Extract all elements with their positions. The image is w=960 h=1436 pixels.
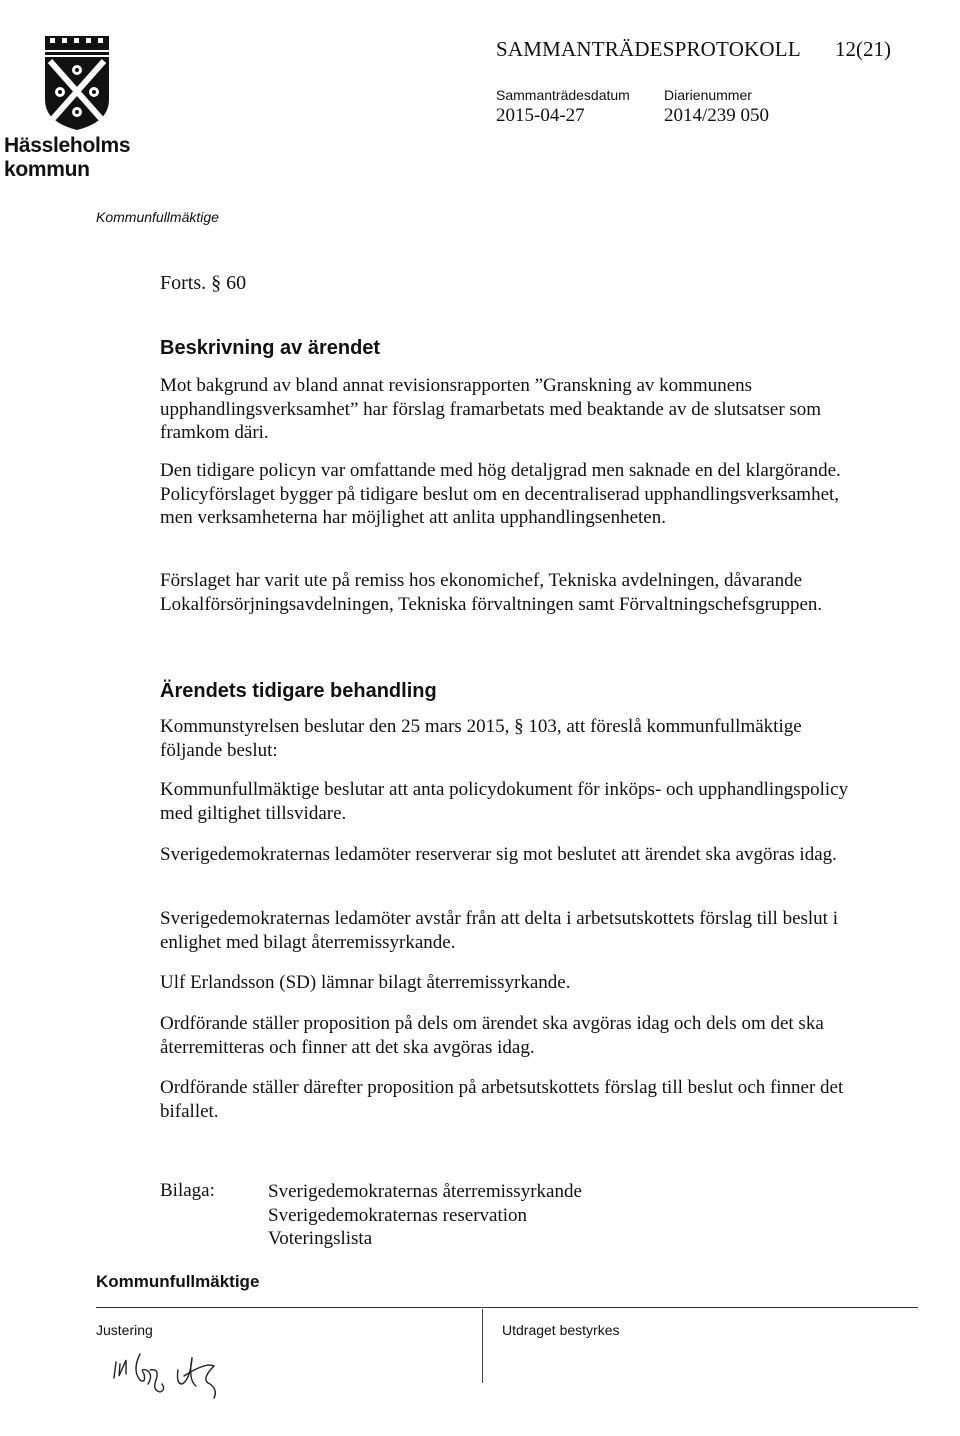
paragraph: Sverigedemokraternas ledamöter reserverar sig mot beslutet att ärendet ska avgöras idag. (160, 844, 837, 865)
paragraph: Ulf Erlandsson (SD) lämnar bilagt återremissyrkande. (160, 972, 571, 993)
attachment-item: Sverigedemokraternas reservation (268, 1204, 528, 1226)
paragraph: Förslaget har varit ute på remiss hos ekonomichef, Tekniska avdelningen, dåvarande Lokalförsörjningsavdelningen, Tekniska förvaltningen samt Förvaltningschefsgruppen. (160, 570, 823, 615)
meeting-date-label: Sammanträdesdatum (496, 87, 630, 103)
section-heading-description: Beskrivning av ärendet (160, 337, 381, 359)
paragraph: Ordförande ställer därefter proposition på arbetsutskottets förslag till beslut och finner det bifallet. (160, 1077, 844, 1122)
paragraph: Kommunfullmäktige beslutar att anta policydokument för inköps- och upphandlingspolicy med giltighet tillsvidare. (160, 779, 849, 824)
attachment-item: Sverigedemokraternas återremissyrkande (268, 1181, 582, 1202)
justering-label: Justering (96, 1322, 153, 1338)
meeting-date: 2015-04-27 (496, 105, 585, 126)
paragraph: Den tidigare policyn var omfattande med hög detaljgrad men saknade en del klargörande. Policyförslaget bygger på tidigare beslut om en decentraliserad upphandlingsverksamhet, men verksamheterna har möjlighet att anlita upphandlingsenheten. (160, 460, 841, 528)
attachment-item: Voteringslista (268, 1228, 373, 1249)
attachments-list (268, 1180, 582, 1251)
certified-extract-label: Utdraget bestyrkes (502, 1322, 620, 1338)
municipality-name-line1: Hässleholms (4, 134, 131, 157)
paragraph: Sverigedemokraternas ledamöter avstår från att delta i arbetsutskottets förslag till beslut i enlighet med bilagt återremissyrkande. (160, 908, 838, 953)
document-type-title: SAMMANTRÄDESPROTOKOLL (496, 37, 801, 61)
handwritten-initials (110, 1340, 250, 1415)
municipality-name-line2: kommun (4, 158, 90, 181)
continued-section-label: Forts. § 60 (160, 272, 247, 294)
page-number: 12(21) (835, 37, 891, 61)
footer-column-divider (482, 1309, 483, 1383)
department-label: Kommunfullmäktige (96, 209, 219, 225)
footer-divider-line (96, 1307, 918, 1308)
paragraph: Mot bakgrund av bland annat revisionsrapporten ”Granskning av kommunens upphandlingsverksamhet” har förslag framarbetats med beaktande av de slutsatser som framkom däri. (160, 375, 822, 443)
attachments-label: Bilaga: (160, 1180, 215, 1201)
case-number-label: Diarienummer (664, 87, 752, 103)
paragraph: Ordförande ställer proposition på dels om ärendet ska avgöras idag och dels om det ska återremitteras och finner att det ska avgöras idag. (160, 1013, 824, 1058)
municipality-name (4, 134, 130, 182)
footer-organ: Kommunfullmäktige (96, 1272, 260, 1291)
paragraph: Kommunstyrelsen beslutar den 25 mars 2015, § 103, att föreslå kommunfullmäktige följande beslut: (160, 716, 802, 761)
section-heading-previous-handling: Ärendets tidigare behandling (160, 680, 437, 702)
case-number: 2014/239 050 (664, 105, 770, 126)
coat-of-arms-logo (42, 34, 112, 137)
